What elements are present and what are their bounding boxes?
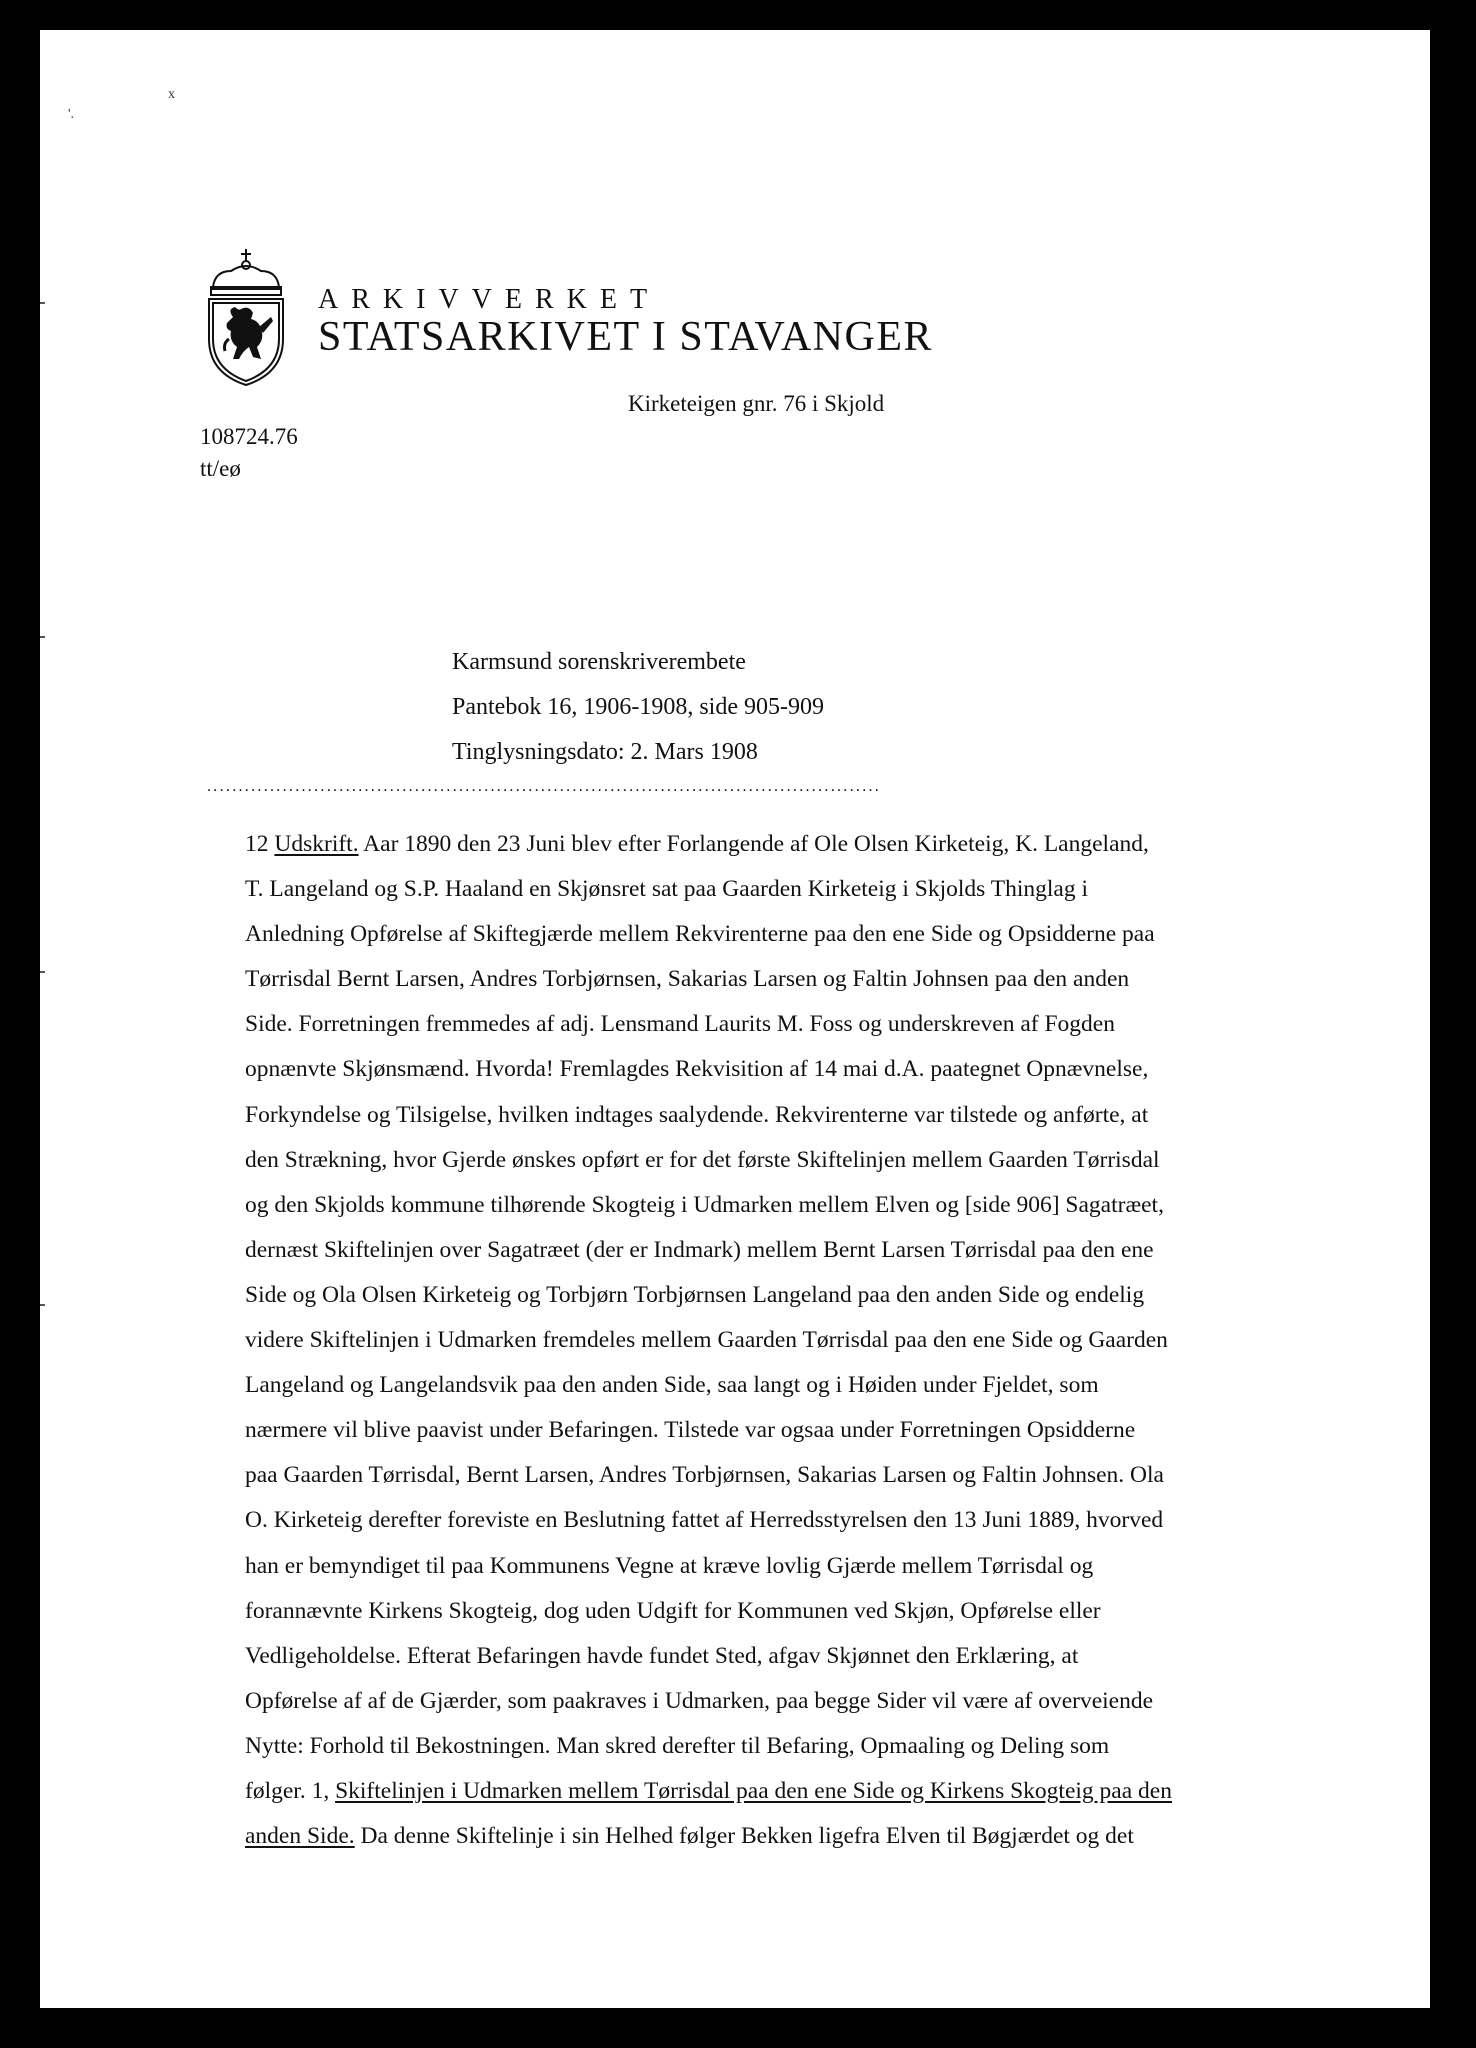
body-line: den Strækning, hvor Gjerde ønskes opført er for det første Skiftelinjen mellem Gaarden Tørrisdal [245,1146,1160,1173]
scan-edge-mark [40,302,45,304]
source-office: Karmsund sorenskriverembete [452,649,746,675]
body-line: Langeland og Langelandsvik paa den anden Side, saa langt og i Høiden under Fjeldet, som [245,1372,1099,1399]
source-registration-date: Tinglysningsdato: 2. Mars 1908 [452,739,758,765]
body-line-text: følger. 1, [245,1777,330,1804]
source-volume: Pantebok 16, 1906-1908, side 905-909 [452,694,824,720]
document-subject: Kirketeigen gnr. 76 i Skjold [628,391,885,416]
body-line: opnænvte Skjønsmænd. Hvorda! Fremlagdes Rekvisition af 14 mai d.A. paategnet Opnævnelse, [245,1056,1149,1083]
scan-edge-mark [40,971,45,973]
body-line: videre Skiftelinjen i Udmarken fremdeles mellem Gaarden Tørrisdal paa den ene Side og Gaarden [245,1327,1168,1354]
body-line: dernæst Skiftelinjen over Sagatræet (der er Indmark) mellem Bernt Larsen Tørrisdal paa den ene [245,1236,1154,1263]
scan-speck: x [168,87,175,102]
entry-number: 12 [245,831,269,857]
body-line: Forkyndelse og Tilsigelse, hvilken indtages saalydende. Rekvirenterne var tilstede og anførte, at [245,1101,1149,1128]
transcription-body [245,822,1285,1859]
scan-speck: '. [68,107,75,122]
reference-initials: tt/eø [200,456,241,481]
letterhead-institution: STATSARKIVET I STAVANGER [318,314,934,360]
body-line: Side og Ola Olsen Kirketeig og Torbjørn Torbjørnsen Langeland paa den anden Side og endelig [245,1281,1145,1308]
scan-edge-mark [40,636,45,638]
body-line: Tørrisdal Bernt Larsen, Andres Torbjørnsen, Sakarias Larsen og Faltin Johnsen paa den anden [245,966,1130,993]
body-line: T. Langeland og S.P. Haaland en Skjønsret sat paa Gaarden Kirketeig i Skjolds Thinglag i [245,876,1088,903]
body-line: paa Gaarden Tørrisdal, Bernt Larsen, Andres Torbjørnsen, Sakarias Larsen og Faltin Johnsen. Ola [245,1462,1164,1489]
body-line: Side. Forretningen fremmedes af adj. Lensmand Laurits M. Foss og underskreven af Fogden [245,1011,1115,1038]
reference-number: 108724.76 [200,424,298,449]
body-line: Anledning Opførelse af Skiftegjærde mellem Rekvirenterne paa den ene Side og Opsidderne paa [245,921,1155,948]
dotted-separator: ........................................................................................................... [207,778,882,795]
body-line [245,1814,1285,1859]
letterhead-organization: ARKIVVERKET [318,284,661,315]
body-line [245,1769,1285,1814]
body-line: forannævnte Kirkens Skogteig, dog uden Udgift for Kommunen ved Skjøn, Opførelse eller [245,1597,1101,1624]
body-line: han er bemyndiget til paa Kommunens Vegne at kræve lovlig Gjærde mellem Tørrisdal og [245,1552,1094,1579]
body-line-text: Aar 1890 den 23 Juni blev efter Forlangende af Ole Olsen Kirketeig, K. Langeland, [363,831,1149,857]
body-line: Vedligeholdelse. Efterat Befaringen havde fundet Sted, afgav Skjønnet den Erklæring, at [245,1642,1079,1669]
body-line [245,822,1285,867]
body-line: Opførelse af af de Gjærder, som paakraves i Udmarken, paa begge Sider vil være af overveiende [245,1687,1154,1714]
section-heading: anden Side. [245,1823,355,1850]
norwegian-coat-of-arms-icon [205,247,287,387]
body-line: nærmere vil blive paavist under Befaringen. Tilstede var ogsaa under Forretningen Opsidderne [245,1417,1136,1444]
body-line: O. Kirketeig derefter foreviste en Beslutning fattet af Herredsstyrelsen den 13 Juni 1889, hvorved [245,1507,1164,1534]
body-line-text: Da denne Skiftelinje i sin Helhed følger Bekken ligefra Elven til Bøgjærdet og det [360,1823,1134,1850]
section-heading: Skiftelinjen i Udmarken mellem Tørrisdal paa den ene Side og Kirkens Skogteig paa den [335,1777,1172,1804]
scan-edge-mark [40,1304,45,1306]
body-line: Nytte: Forhold til Bekostningen. Man skred derefter til Befaring, Opmaaling og Deling som [245,1732,1110,1759]
body-line: og den Skjolds kommune tilhørende Skogteig i Udmarken mellem Elven og [side 906] Sagatræet, [245,1191,1164,1218]
entry-heading: Udskrift. [274,831,359,857]
